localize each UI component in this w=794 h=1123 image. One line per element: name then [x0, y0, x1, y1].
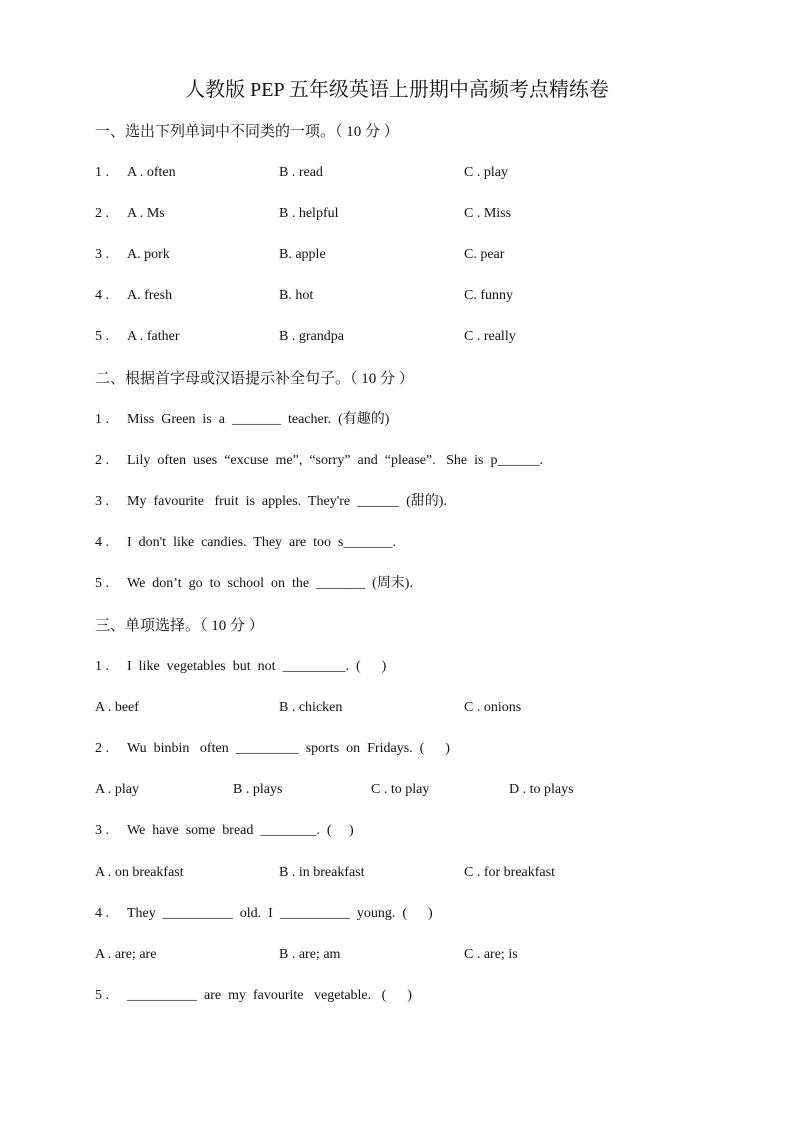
question-number: 1 . [95, 412, 109, 427]
question-text: We don’t go to school on the _______ (周末). [127, 576, 413, 591]
question-number: 2 . [95, 741, 109, 756]
option-a: A . often [127, 165, 176, 180]
option-b: B . in breakfast [279, 865, 365, 880]
question-text: I like vegetables but not _________. ( ) [127, 659, 387, 674]
option-a: A . play [95, 782, 139, 797]
option-c: C . really [464, 329, 516, 344]
option-c: C. funny [464, 288, 513, 303]
section-2-heading: 二、根据首字母或汉语提示补全句子。（ 10 分 ） [95, 371, 414, 387]
question-number: 3 . [95, 247, 109, 262]
question-text: Lily often uses “excuse me”, “sorry” and “please”. She is p______. [127, 453, 543, 468]
question-number: 1 . [95, 659, 109, 674]
page-title: 人教版 PEP 五年级英语上册期中高频考点精练卷 [185, 79, 609, 101]
section-3-heading: 三、单项选择。（ 10 分 ） [95, 618, 264, 634]
question-text: Miss Green is a _______ teacher. (有趣的) [127, 412, 390, 427]
option-a: A . beef [95, 700, 139, 715]
question-number: 3 . [95, 823, 109, 838]
option-b: B . grandpa [279, 329, 344, 344]
question-text: They __________ old. I __________ young. ( ) [127, 906, 433, 921]
option-b: B. hot [279, 288, 314, 303]
option-b: B . chicken [279, 700, 343, 715]
option-b: B. apple [279, 247, 326, 262]
question-number: 4 . [95, 906, 109, 921]
option-b: B . helpful [279, 206, 339, 221]
question-number: 5 . [95, 988, 109, 1003]
option-c: C. pear [464, 247, 505, 262]
question-text: Wu binbin often _________ sports on Fridays. ( ) [127, 741, 450, 756]
question-number: 5 . [95, 329, 109, 344]
option-b: B . are; am [279, 947, 341, 962]
option-a: A . Ms [127, 206, 165, 221]
question-number: 4 . [95, 535, 109, 550]
option-b: B . plays [233, 782, 283, 797]
option-a: A. fresh [127, 288, 173, 303]
section-1-heading: 一、选出下列单词中不同类的一项。（ 10 分 ） [95, 124, 399, 140]
question-number: 4 . [95, 288, 109, 303]
question-number: 2 . [95, 206, 109, 221]
option-d: D . to plays [509, 782, 574, 797]
option-c: C . play [464, 165, 508, 180]
option-a: A. pork [127, 247, 170, 262]
question-text: __________ are my favourite vegetable. ( ) [127, 988, 412, 1003]
question-number: 3 . [95, 494, 109, 509]
option-a: A . are; are [95, 947, 157, 962]
question-number: 5 . [95, 576, 109, 591]
option-c: C . for breakfast [464, 865, 555, 880]
option-a: A . father [127, 329, 180, 344]
option-b: B . read [279, 165, 323, 180]
question-text: I don't like candies. They are too s_______. [127, 535, 396, 550]
question-number: 1 . [95, 165, 109, 180]
option-c: C . Miss [464, 206, 512, 221]
option-a: A . on breakfast [95, 865, 184, 880]
question-text: We have some bread ________. ( ) [127, 823, 354, 838]
option-c: C . are; is [464, 947, 518, 962]
option-c: C . onions [464, 700, 522, 715]
option-c: C . to play [371, 782, 430, 797]
question-text: My favourite fruit is apples. They're ______ (甜的). [127, 494, 447, 509]
question-number: 2 . [95, 453, 109, 468]
